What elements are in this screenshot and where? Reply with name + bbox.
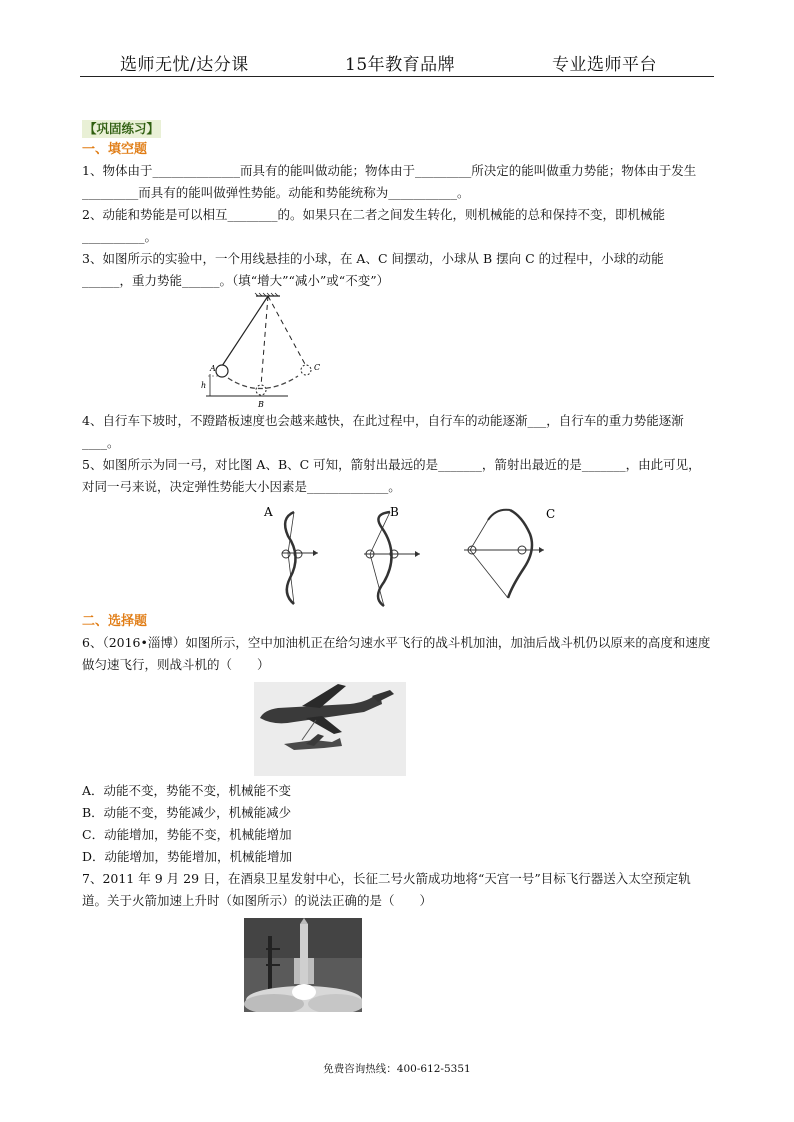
bow-label-b: B (390, 506, 399, 519)
question-7: 7、2011 年 9 月 29 日，在酒泉卫星发射中心，长征二号火箭成功地将“天宫一号”目标飞行器送入太空预定轨道。关于火箭加速上升时（如图所示）的说法正确的是（ ） (82, 871, 691, 908)
label-c: C (314, 363, 321, 372)
practice-tag: 【巩固练习】 (84, 121, 160, 136)
q6-option-b: B．动能不变，势能减少，机械能减少 (82, 805, 292, 820)
pendulum-diagram (198, 292, 338, 410)
header-center-text: 15年教育品牌 (345, 55, 456, 75)
bows-figure (82, 498, 712, 610)
worksheet-content (82, 118, 712, 1012)
question-1: 1、物体由于______________而具有的能叫做动能；物体由于_________所决定的能叫做重力势能；物体由于发生_________而具有的能叫做弹性势能。动能和势能统称为___________。 (82, 163, 697, 200)
footer-hotline: 免费咨询热线：400-612-5351 (323, 1063, 471, 1075)
section-choice-heading: 二、选择题 (82, 614, 148, 629)
bow-label-c: C (546, 507, 556, 521)
label-h: h (201, 381, 207, 390)
label-b: B (258, 400, 264, 409)
question-3: 3、如图所示的实验中，一个用线悬挂的小球，在 A、C 间摆动，小球从 B 摆向 C 的过程中，小球的动能______，重力势能______。（填“增大”“减小”或“不变”） (82, 251, 664, 288)
pendulum-figure (82, 292, 712, 410)
question-6: 6、（2016•淄博）如图所示，空中加油机正在给匀速水平飞行的战斗机加油，加油后战斗机仍以原来的高度和速度做匀速飞行，则战斗机的（ ） (82, 635, 711, 672)
header-left-text: 选师无忧/达分课 (120, 55, 249, 75)
question-2: 2、动能和势能是可以相互________的。如果只在二者之间发生转化，则机械能的总和保持不变，即机械能__________。 (82, 207, 665, 244)
q6-option-a: A．动能不变，势能不变，机械能不变 (82, 783, 292, 798)
bow-b (364, 506, 420, 606)
rocket-photo (82, 912, 712, 1012)
aircraft-refueling-image (254, 682, 406, 776)
bow-label-a: A (264, 506, 273, 519)
rocket-launch-image (244, 918, 362, 1012)
refueling-photo (82, 676, 712, 780)
bow-a (263, 506, 318, 604)
question-4: 4、自行车下坡时，不蹬踏板速度也会越来越快，在此过程中，自行车的动能逐渐___，自行车的重力势能逐渐____。 (82, 413, 684, 450)
header-right-text: 专业选师平台 (552, 55, 657, 75)
page-header (80, 48, 714, 77)
q6-option-d: D．动能增加，势能增加，机械能增加 (82, 849, 293, 864)
question-5: 5、如图所示为同一弓，对比图 A、B、C 可知，箭射出最远的是_______，箭射出最近的是_______，由此可见，对同一弓来说，决定弹性势能大小因素是_____________。 (82, 457, 701, 494)
label-a: A (210, 364, 216, 373)
bows-diagram (260, 506, 580, 610)
bow-c (464, 507, 555, 598)
q6-option-c: C．动能增加，势能不变，机械能增加 (82, 827, 292, 842)
section-fill-blank-heading: 一、填空题 (82, 142, 148, 157)
